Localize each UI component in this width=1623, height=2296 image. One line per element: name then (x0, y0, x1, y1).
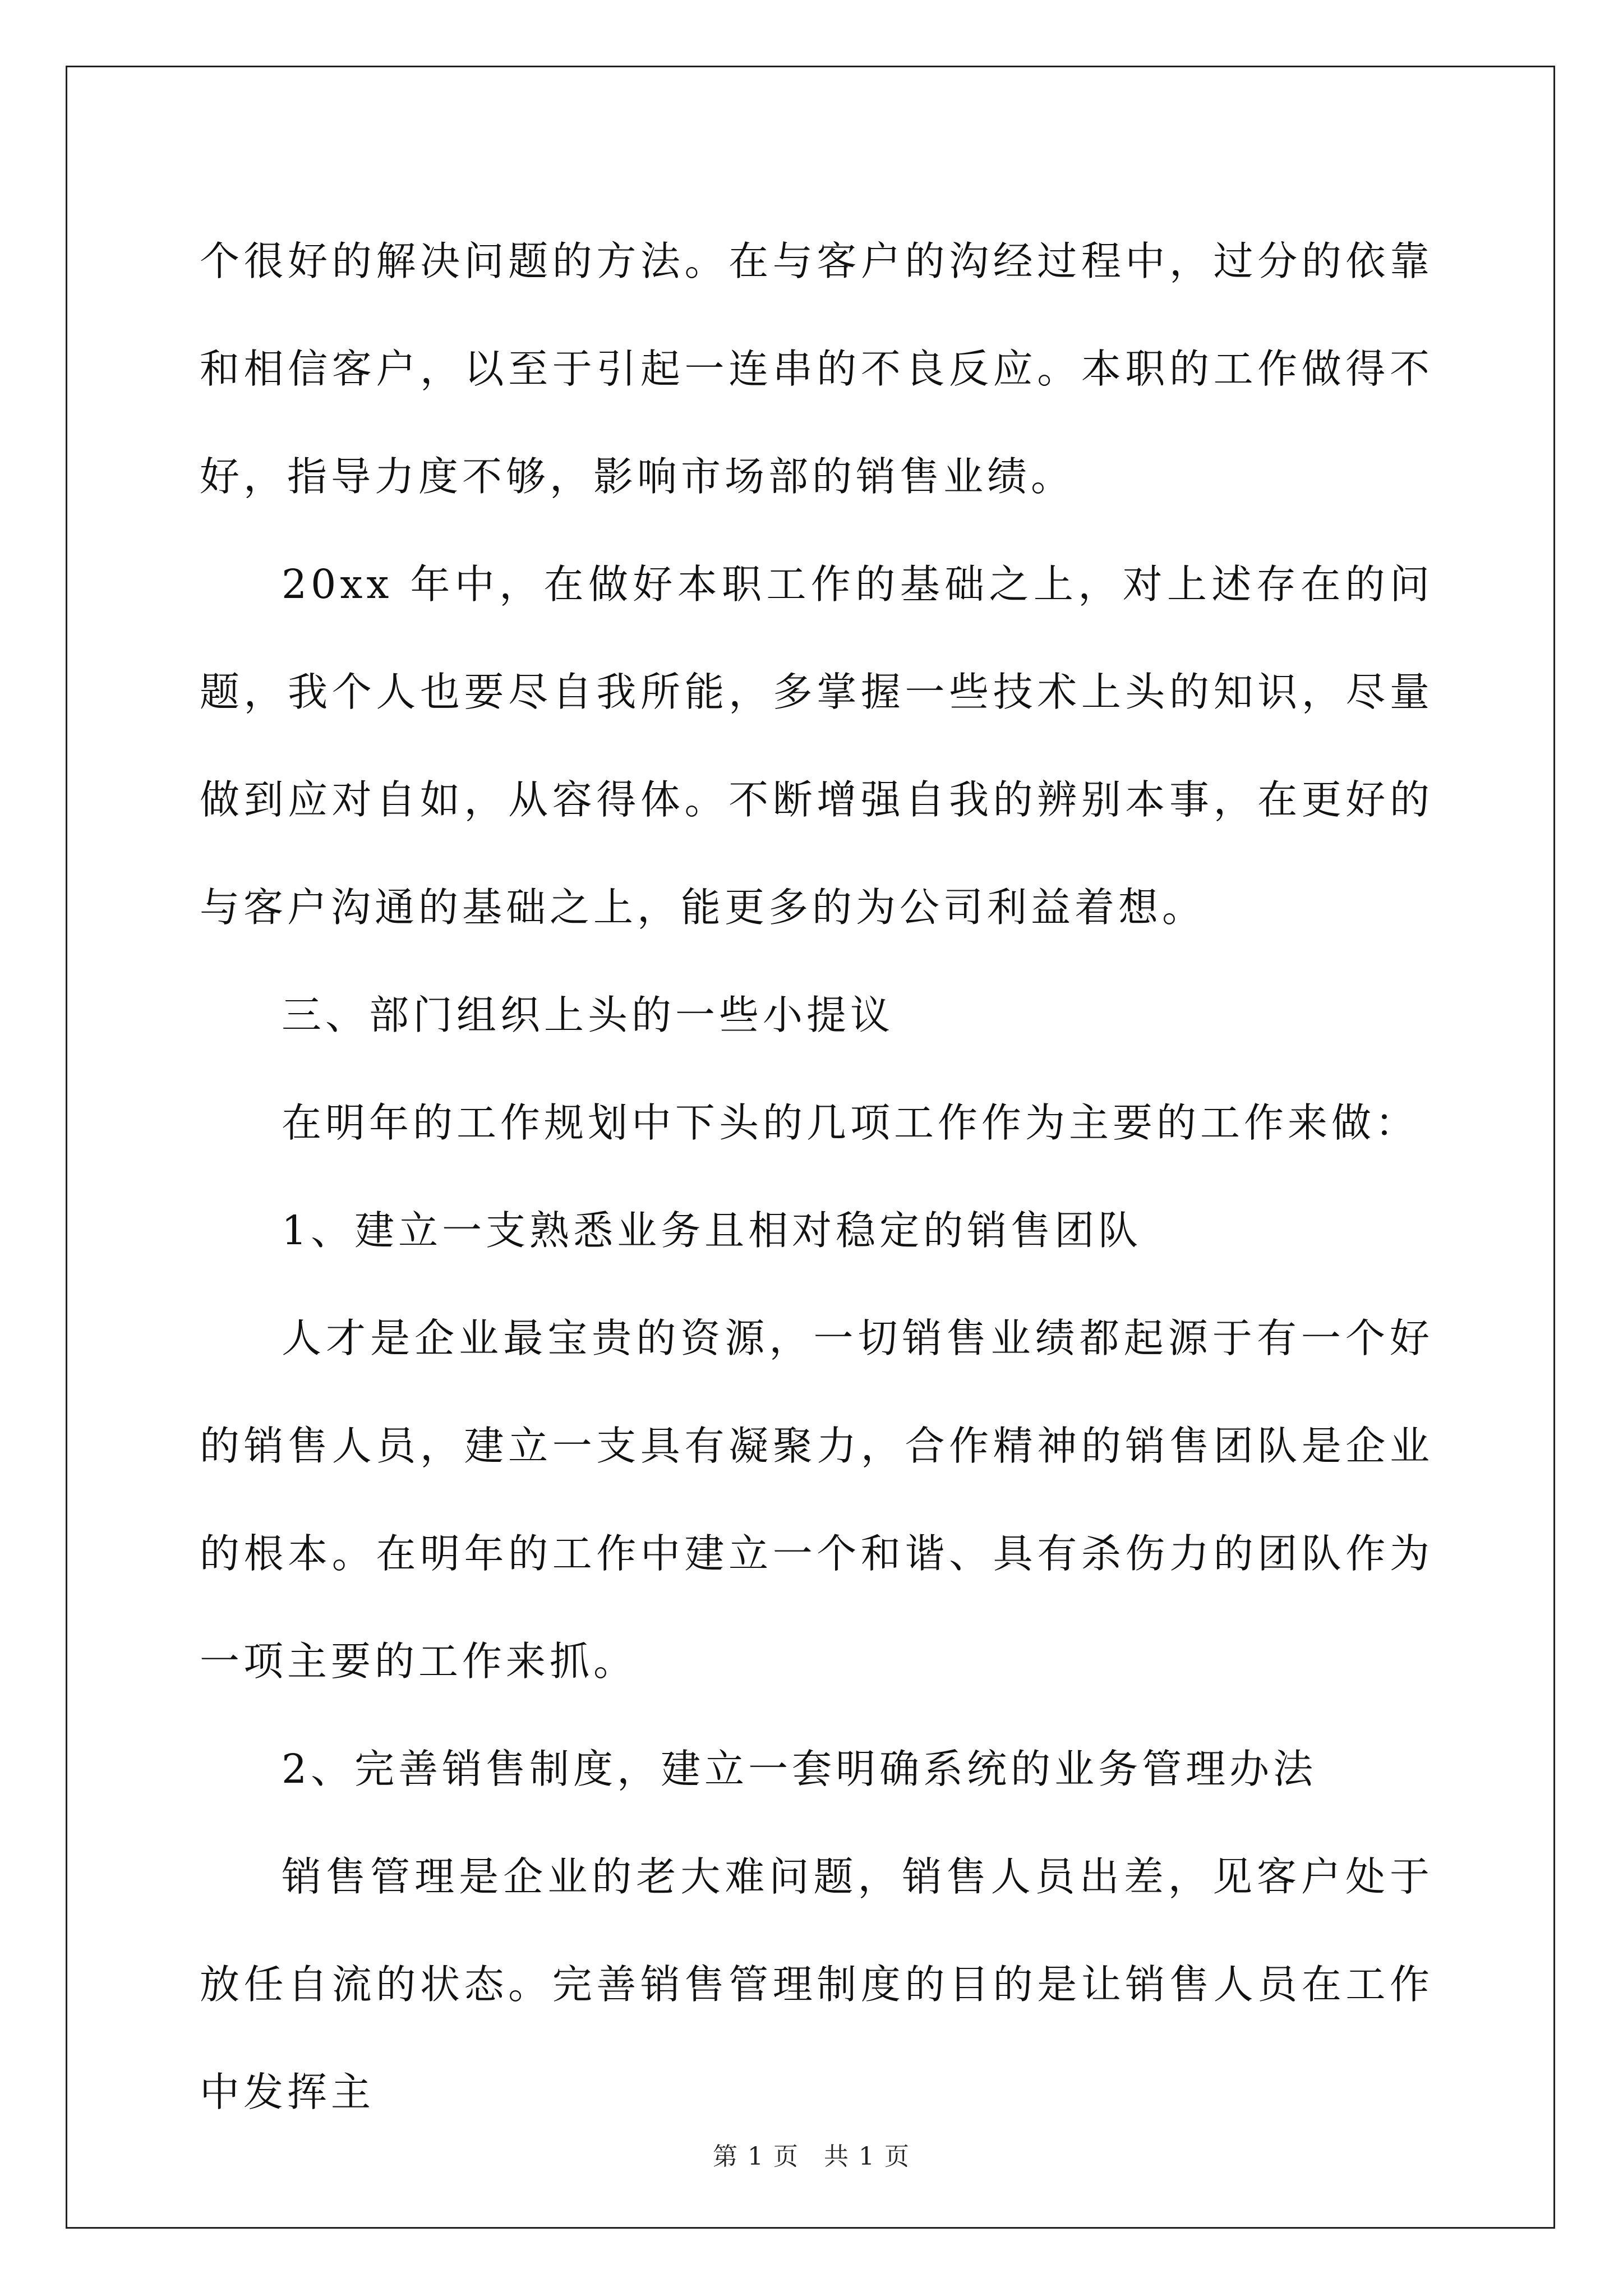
page-number: 第 1 页 (713, 2142, 799, 2171)
subheading-2: 2、完善销售制度，建立一套明确系统的业务管理办法 (282, 1746, 1317, 1792)
section-heading-3: 三、部门组织上头的一些小提议 (282, 992, 895, 1038)
paragraph-6: 人才是企业最宝贵的资源，一切销售业绩都起源于有一个好的销售人员，建立一支具有凝聚力，合作精神的销售团队是企业的根本。在明年的工作中建立一个和谐、具有杀伤力的团队作为一项主要的工作来抓。 (200, 1315, 1433, 1685)
page-total: 共 1 页 (824, 2142, 910, 2171)
paragraph-1: 个很好的解决问题的方法。在与客户的沟经过程中，过分的依靠和相信客户，以至于引起一连串的不良反应。本职的工作做得不好，指导力度不够，影响市场部的销售业绩。 (200, 238, 1433, 500)
page-footer (0, 2136, 1623, 2172)
paragraph-4: 在明年的工作规划中下头的几项工作作为主要的工作来做： (282, 1099, 1419, 1146)
document-body (200, 208, 1433, 2146)
subheading-1: 1、建立一支熟悉业务且相对稳定的销售团队 (282, 1207, 1142, 1254)
paragraph-8: 销售管理是企业的老大难问题，销售人员出差，见客户处于放任自流的状态。完善销售管理制度的目的是让销售人员在工作中发挥主 (200, 1853, 1433, 2115)
paragraph-2: 20xx 年中，在做好本职工作的基础之上，对上述存在的问题，我个人也要尽自我所能，多掌握一些技术上头的知识，尽量做到应对自如，从容得体。不断增强自我的辨别本事，在更好的与客户沟通的基础之上，能更多的为公司利益着想。 (200, 561, 1433, 931)
